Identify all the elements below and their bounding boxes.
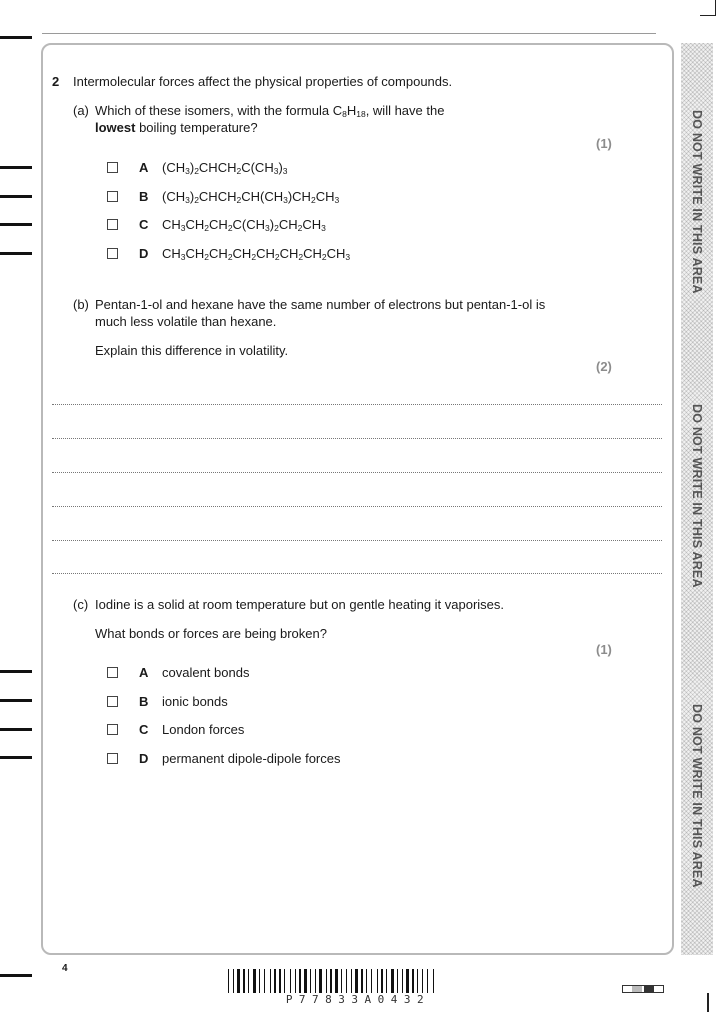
margin-mark (0, 223, 32, 226)
option-c-letter: C (139, 217, 149, 232)
barcode-bar (381, 969, 383, 993)
barcode-bar (286, 969, 289, 993)
page-indicator (622, 985, 664, 993)
barcode-bar (299, 969, 301, 993)
barcode-text: P77833A0432 (285, 993, 431, 1006)
option-letter: B (139, 694, 149, 709)
barcode-bar (377, 969, 378, 993)
barcode-bar (295, 969, 296, 993)
barcode-bar (355, 969, 358, 993)
barcode-bar (304, 969, 307, 993)
option-text: ionic bonds (162, 694, 228, 709)
barcode-bar (237, 969, 240, 993)
barcode-bar (292, 969, 294, 993)
option-c-d-checkbox[interactable] (107, 753, 118, 764)
barcode-bar (312, 969, 314, 993)
part-a-marks: (1) (596, 136, 612, 151)
option-letter: A (139, 665, 149, 680)
margin-mark (0, 195, 32, 198)
barcode-bar (395, 969, 396, 993)
crop-mark-bottom (707, 993, 709, 1012)
answer-line[interactable] (52, 472, 662, 473)
barcode-bar (433, 969, 434, 993)
barcode-bar (243, 969, 245, 993)
barcode-bar (348, 969, 350, 993)
barcode-bar (335, 969, 338, 993)
option-d-checkbox[interactable] (107, 248, 118, 259)
barcode-bar (415, 969, 416, 993)
top-rule (42, 33, 656, 34)
barcode-bar (328, 969, 329, 993)
option-c-a-checkbox[interactable] (107, 667, 118, 678)
page-number: 4 (62, 963, 68, 974)
margin-label: DO NOT WRITE IN THIS AREA (690, 704, 704, 888)
barcode-bar (323, 969, 325, 993)
part-a-question-line2: lowest boiling temperature? (95, 120, 258, 135)
barcode-bar (353, 969, 354, 993)
option-c-formula: $CH_3CH_2CH_2C(CH_3)_2CH_2CH_3$ (162, 217, 326, 233)
option-b-checkbox[interactable] (107, 191, 118, 202)
option-d-letter: D (139, 246, 149, 261)
option-letter: C (139, 722, 149, 737)
answer-line[interactable] (52, 573, 662, 574)
barcode-bar (427, 969, 428, 993)
barcode-bar (230, 969, 232, 993)
barcode-bar (235, 969, 236, 993)
barcode-bar (373, 969, 376, 993)
question-number: 2 (52, 74, 60, 89)
question-intro: Intermolecular forces affect the physical properties of compounds. (73, 74, 453, 89)
barcode-bar (388, 969, 390, 993)
option-text: London forces (162, 722, 245, 737)
option-b-letter: B (139, 189, 149, 204)
part-c-line1: Iodine is a solid at room temperature but on gentle heating it vaporises. (95, 597, 505, 612)
answer-line[interactable] (52, 438, 662, 439)
answer-line[interactable] (52, 540, 662, 541)
margin-mark (0, 36, 32, 39)
option-text: permanent dipole-dipole forces (162, 751, 341, 766)
option-text: covalent bonds (162, 665, 250, 680)
barcode-bar (279, 969, 281, 993)
barcode-bar (319, 969, 322, 993)
option-c-c-checkbox[interactable] (107, 724, 118, 735)
margin-label: DO NOT WRITE IN THIS AREA (690, 110, 704, 294)
barcode-bar (391, 969, 394, 993)
barcode-bar (361, 969, 363, 993)
page-indicator-fill (644, 986, 654, 992)
barcode-bar (424, 969, 426, 993)
barcode-bar (346, 969, 347, 993)
barcode-bar (435, 969, 436, 993)
option-a-formula: $(CH_3)_2CHCH_2C(CH_3)_3$ (162, 160, 288, 176)
margin-mark (0, 728, 32, 731)
answer-frame (41, 43, 674, 955)
barcode-bar (228, 969, 229, 993)
option-c-b-checkbox[interactable] (107, 696, 118, 707)
barcode-bar (259, 969, 260, 993)
barcode-bar (410, 969, 411, 993)
barcode-bar (339, 969, 340, 993)
barcode-bar (284, 969, 285, 993)
barcode-bar (333, 969, 334, 993)
barcode-bar (248, 969, 249, 993)
barcode-bar (246, 969, 247, 993)
barcode-bar (359, 969, 360, 993)
barcode-bar (264, 969, 265, 993)
barcode-bar (277, 969, 278, 993)
barcode-bar (253, 969, 256, 993)
barcode-bar (297, 969, 298, 993)
margin-label: DO NOT WRITE IN THIS AREA (690, 404, 704, 588)
option-letter: D (139, 751, 149, 766)
part-b-instruction: Explain this difference in volatility. (95, 343, 289, 358)
barcode-bar (366, 969, 367, 993)
barcode-bar (261, 969, 263, 993)
barcode-bar (266, 969, 269, 993)
margin-mark (0, 699, 32, 702)
part-b-label: (b) (73, 297, 89, 312)
barcode-bar (317, 969, 318, 993)
part-a-label: (a) (73, 103, 89, 118)
part-b-line1: Pentan-1-ol and hexane have the same number of electrons but pentan-1-ol is (95, 297, 546, 312)
barcode-bar (397, 969, 398, 993)
barcode-bar (315, 969, 316, 993)
page-indicator-fill (632, 986, 642, 992)
barcode-bar (326, 969, 327, 993)
barcode-bar (241, 969, 242, 993)
barcode-bar (308, 969, 309, 993)
barcode-bar (368, 969, 370, 993)
part-b-line2: much less volatile than hexane. (95, 314, 277, 329)
barcode-bar (257, 969, 258, 993)
barcode-bar (412, 969, 414, 993)
margin-mark (0, 670, 32, 673)
crop-mark-top (700, 0, 716, 16)
part-c-question: What bonds or forces are being broken? (95, 626, 327, 641)
barcode-bar (384, 969, 385, 993)
option-d-formula: $CH_3CH_2CH_2CH_2CH_2CH_2CH_2CH_3$ (162, 246, 351, 262)
barcode-bar (310, 969, 311, 993)
barcode-bar (386, 969, 387, 993)
barcode-bar (399, 969, 401, 993)
option-c-checkbox[interactable] (107, 219, 118, 230)
barcode-bar (270, 969, 271, 993)
part-b-marks: (2) (596, 359, 612, 374)
margin-mark (0, 756, 32, 759)
barcode-bar (406, 969, 409, 993)
option-a-checkbox[interactable] (107, 162, 118, 173)
barcode-bar (302, 969, 303, 993)
barcode (228, 969, 488, 993)
barcode-bar (402, 969, 403, 993)
part-c-marks: (1) (596, 642, 612, 657)
option-a-letter: A (139, 160, 149, 175)
barcode-bar (343, 969, 345, 993)
margin-mark (0, 166, 32, 169)
barcode-bar (272, 969, 273, 993)
barcode-bar (364, 969, 365, 993)
barcode-bar (341, 969, 342, 993)
part-c-label: (c) (73, 597, 89, 612)
barcode-bar (422, 969, 423, 993)
barcode-bar (330, 969, 332, 993)
barcode-bar (290, 969, 291, 993)
barcode-bar (351, 969, 352, 993)
barcode-bar (419, 969, 421, 993)
barcode-bar (282, 969, 283, 993)
barcode-bar (417, 969, 418, 993)
barcode-bar (429, 969, 432, 993)
barcode-bar (371, 969, 372, 993)
margin-mark (0, 252, 32, 255)
barcode-bar (404, 969, 405, 993)
barcode-bar (233, 969, 234, 993)
answer-line[interactable] (52, 506, 662, 507)
margin-mark (0, 974, 32, 977)
barcode-bar (250, 969, 252, 993)
barcode-bar (274, 969, 276, 993)
barcode-bar (379, 969, 380, 993)
part-a-question-line1: Which of these isomers, with the formula $C_8H_{18}$, will have the (95, 103, 445, 119)
option-b-formula: $(CH_3)_2CHCH_2CH(CH_3)CH_2CH_3$ (162, 189, 340, 205)
answer-line[interactable] (52, 404, 662, 405)
